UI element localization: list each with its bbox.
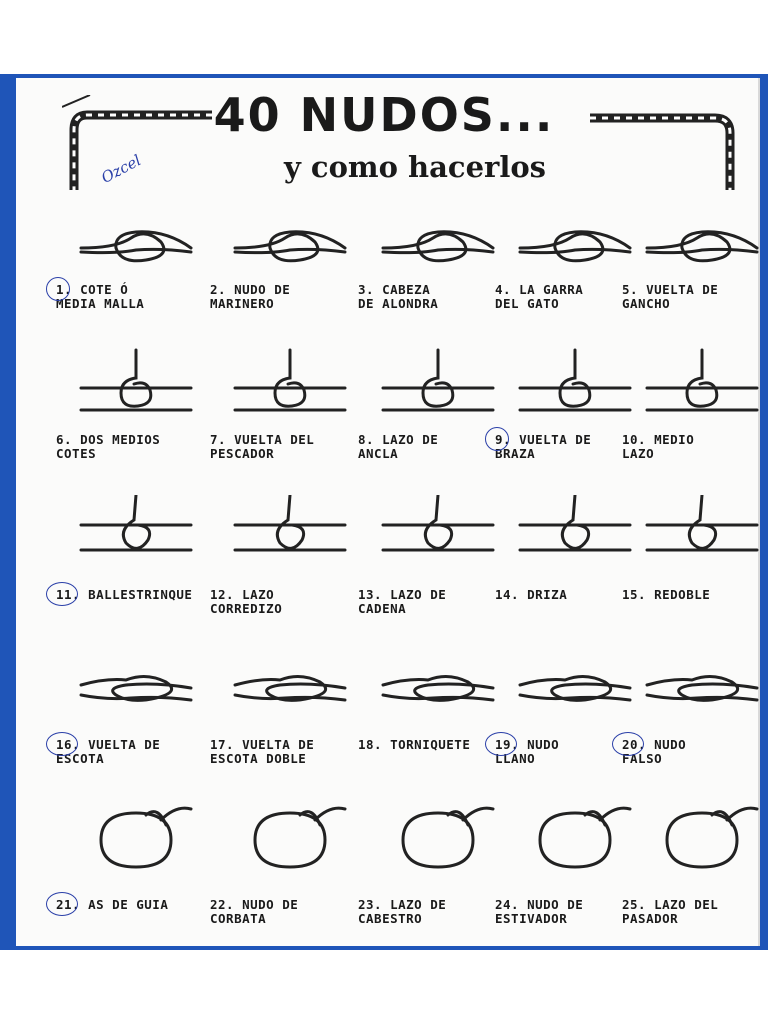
- knot-label: 19. NUDO LLANO: [495, 737, 560, 766]
- knot-illustration-icon: [515, 795, 635, 870]
- knot-illustration-icon: [76, 795, 196, 870]
- knot-label: 6. DOS MEDIOS COTES: [56, 432, 161, 461]
- handwritten-circle-mark: [46, 892, 78, 916]
- knot-label: 12. LAZO CORREDIZO: [210, 587, 283, 616]
- knot-label: 13. LAZO DE CADENA: [358, 587, 447, 616]
- knot-item: [210, 650, 360, 780]
- knot-illustration-icon: [230, 495, 350, 570]
- knot-label: 2. NUDO DE MARINERO: [210, 282, 291, 311]
- knot-label: 24. NUDO DE ESTIVADOR: [495, 897, 584, 926]
- knot-label: 9. VUELTA DE BRAZA: [495, 432, 592, 461]
- knot-label: 1. COTE Ó MEDIA MALLA: [56, 282, 145, 311]
- knot-label: 10. MEDIO LAZO: [622, 432, 695, 461]
- knot-label: 4. LA GARRA DEL GATO: [495, 282, 584, 311]
- knot-illustration-icon: [642, 348, 762, 423]
- handwritten-circle-mark: [46, 732, 78, 756]
- knot-item: [358, 795, 508, 925]
- knot-illustration-icon: [515, 495, 635, 570]
- knot-label: 18. TORNIQUETE: [358, 737, 471, 752]
- knot-item: [210, 495, 360, 625]
- knot-illustration-icon: [378, 210, 498, 285]
- knot-label: 5. VUELTA DE GANCHO: [622, 282, 719, 311]
- knot-item: [56, 650, 206, 780]
- knot-illustration-icon: [515, 210, 635, 285]
- knot-label: 7. VUELTA DEL PESCADOR: [210, 432, 315, 461]
- knot-illustration-icon: [642, 495, 762, 570]
- knot-illustration-icon: [230, 650, 350, 725]
- handwritten-circle-mark: [46, 277, 70, 301]
- knot-item: [210, 210, 360, 340]
- knot-illustration-icon: [378, 348, 498, 423]
- knot-label: 25. LAZO DEL PASADOR: [622, 897, 719, 926]
- knot-item: [56, 210, 206, 340]
- knot-item: [358, 348, 508, 478]
- page-title: 40 NUDOS...: [213, 88, 555, 142]
- knot-illustration-icon: [642, 210, 762, 285]
- knot-illustration-icon: [230, 795, 350, 870]
- knot-item: [622, 348, 768, 478]
- knot-illustration-icon: [230, 210, 350, 285]
- knot-illustration-icon: [230, 348, 350, 423]
- knot-illustration-icon: [76, 348, 196, 423]
- knot-item: [358, 495, 508, 625]
- knot-item: [622, 210, 768, 340]
- knot-item: [210, 795, 360, 925]
- knot-illustration-icon: [378, 650, 498, 725]
- handwritten-circle-mark: [485, 427, 509, 451]
- knot-illustration-icon: [76, 650, 196, 725]
- knot-item: [56, 795, 206, 925]
- knot-item: [358, 210, 508, 340]
- knot-item: [622, 650, 768, 780]
- knot-label: 3. CABEZA DE ALONDRA: [358, 282, 439, 311]
- knot-item: [56, 348, 206, 478]
- knot-illustration-icon: [76, 495, 196, 570]
- knot-label: 22. NUDO DE CORBATA: [210, 897, 299, 926]
- knot-label: 15. REDOBLE: [622, 587, 711, 602]
- knot-illustration-icon: [515, 348, 635, 423]
- knot-label: 16. VUELTA DE ESCOTA: [56, 737, 161, 766]
- knot-label: 11. BALLESTRINQUE: [56, 587, 193, 602]
- handwritten-circle-mark: [612, 732, 644, 756]
- knot-label: 14. DRIZA: [495, 587, 568, 602]
- knot-illustration-icon: [642, 795, 762, 870]
- knot-item: [358, 650, 508, 780]
- knot-illustration-icon: [515, 650, 635, 725]
- knot-label: 8. LAZO DE ANCLA: [358, 432, 439, 461]
- knot-label: 17. VUELTA DE ESCOTA DOBLE: [210, 737, 315, 766]
- page-subtitle: y como hacerlos: [283, 150, 547, 184]
- knot-item: [210, 348, 360, 478]
- knot-illustration-icon: [642, 650, 762, 725]
- knot-label: 23. LAZO DE CABESTRO: [358, 897, 447, 926]
- handwritten-circle-mark: [485, 732, 517, 756]
- knot-illustration-icon: [378, 495, 498, 570]
- knot-item: [622, 495, 768, 625]
- knot-item: [622, 795, 768, 925]
- handwritten-circle-mark: [46, 582, 78, 606]
- knot-item: [56, 495, 206, 625]
- handwritten-signature: Ozcel: [98, 151, 145, 187]
- knot-label: 21. AS DE GUIA: [56, 897, 169, 912]
- knot-illustration-icon: [76, 210, 196, 285]
- knot-illustration-icon: [378, 795, 498, 870]
- knot-label: 20. NUDO FALSO: [622, 737, 687, 766]
